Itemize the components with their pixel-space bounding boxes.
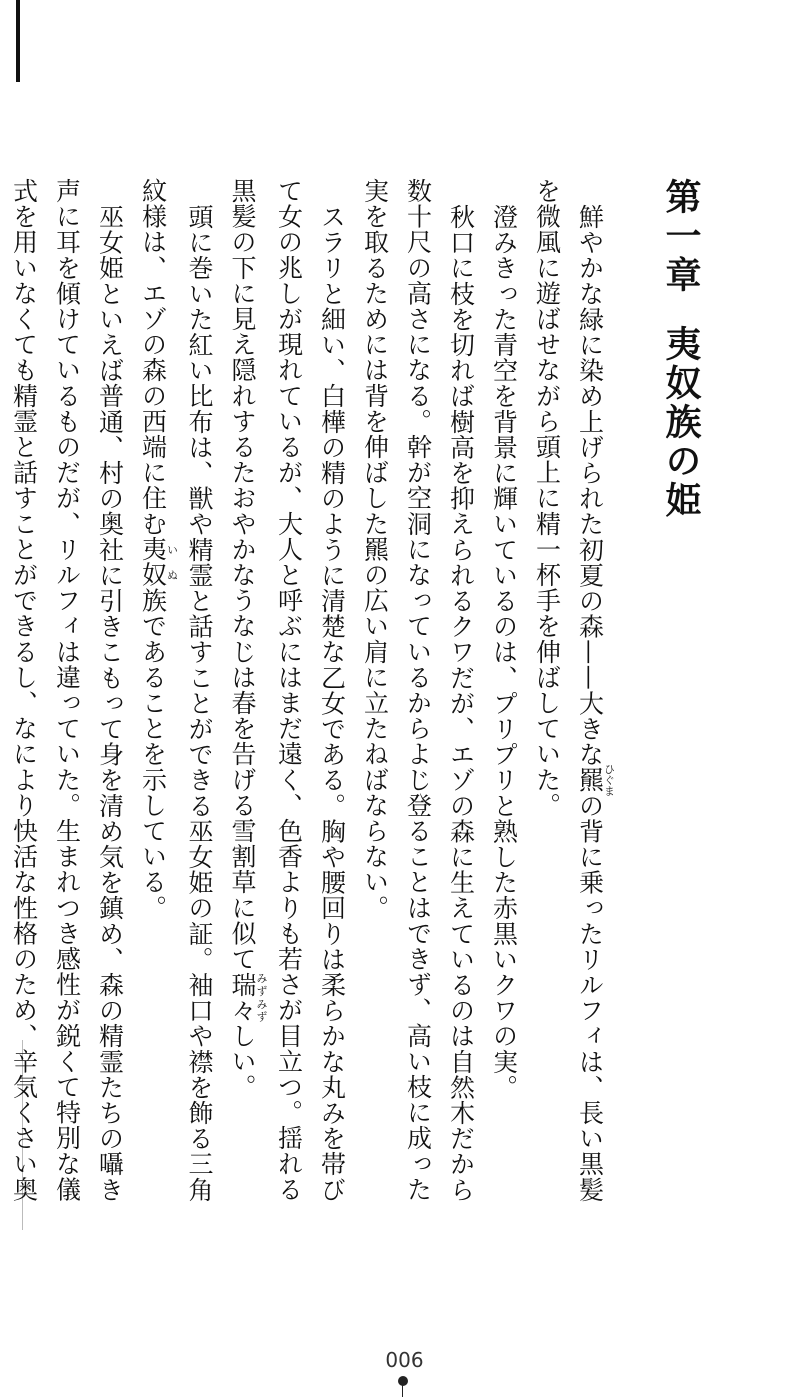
text-segment: 羆: [575, 763, 605, 797]
chapter-title: 夷奴族の姫: [660, 325, 702, 520]
ruby-reading: いぬ: [165, 536, 179, 588]
chapter-heading: [658, 178, 704, 778]
page-edge-mark: [16, 0, 20, 82]
text-segment: 紋様は、エゾの森の西端に住む: [138, 178, 168, 537]
ruby-annotation: [575, 763, 616, 797]
text-segment: 夷奴: [138, 536, 168, 588]
text-segment: 巫女姫といえば普通、村の奥社に引きこもって身を清め気を鎮め、森の精霊たちの囁き: [95, 203, 125, 1202]
text-segment: 秋口に枝を切れば樹高を抑えられるクワだが、エゾの森に生えているのは自然木だから: [446, 203, 476, 1202]
text-line: [397, 178, 440, 1258]
text-line: [354, 178, 397, 1258]
text-segment: 声に耳を傾けているものだが、リルフィは違っていた。生まれつき感性が鋭くて特別な儀: [52, 178, 82, 1202]
text-line: [440, 178, 483, 1258]
text-segment: 族であることを示している。: [138, 587, 168, 921]
text-segment: を微風に遊ばせながら頭上に精一杯手を伸ばしていた。: [532, 178, 562, 818]
text-line: [178, 178, 221, 1258]
text-segment: 数十尺の高さになる。幹が空洞になっているからよじ登ることはできず、高い枝に成った: [403, 178, 433, 1202]
text-segment: 黒髪の下に見え隠れするたおやかなうなじは春を告げる雪割草に似て: [228, 178, 257, 972]
text-line: [569, 178, 616, 1258]
ruby-reading: みずみず: [255, 971, 268, 1023]
text-line: [89, 178, 132, 1258]
chapter-number: 第一章: [660, 178, 702, 295]
text-segment: 実を取るためには背を伸ばした羆の広い肩に立たねばならない。: [360, 178, 390, 921]
text-line: [3, 178, 46, 1258]
text-line: [268, 178, 311, 1258]
text-segment: 鮮やかな緑に染め上げられた初夏の森——大きな: [575, 203, 605, 767]
text-line: [483, 178, 526, 1258]
text-segment: 瑞々: [228, 971, 257, 1023]
ruby-reading: ひぐま: [602, 763, 616, 797]
text-segment: しい。: [228, 1022, 257, 1100]
text-line: [46, 178, 89, 1258]
text-segment: て女の兆しが現れているが、大人と呼ぶにはまだ遠く、色香よりも若さが目立つ。揺れる: [274, 178, 304, 1202]
text-segment: 頭に巻いた紅い比布は、獣や精霊と話すことができる巫女姫の証。袖口や襟を飾る三角: [185, 203, 214, 1202]
ruby-annotation: [228, 971, 268, 1023]
body-text: [3, 178, 616, 1258]
text-segment: スラリと細い、白樺の精のように清楚な乙女である。胸や腰回りは柔らかな丸みを帯び: [317, 203, 347, 1202]
text-segment: 澄みきった青空を背景に輝いているのは、プリプリと熟した赤黒いクワの実。: [489, 203, 519, 1100]
text-segment: 式を用いなくても精霊と話すことができるし、なにより快活な性格のため、辛気くさい奥: [9, 178, 39, 1202]
text-segment: の背に乗ったリルフィは、長い黒髪: [575, 792, 605, 1203]
text-line: [132, 178, 179, 1258]
page-marker-dot: [398, 1376, 408, 1386]
text-line: [311, 178, 354, 1258]
text-line: [221, 178, 268, 1258]
ruby-annotation: [138, 536, 179, 588]
text-line: [526, 178, 569, 1258]
page-number: 006: [385, 1348, 424, 1372]
